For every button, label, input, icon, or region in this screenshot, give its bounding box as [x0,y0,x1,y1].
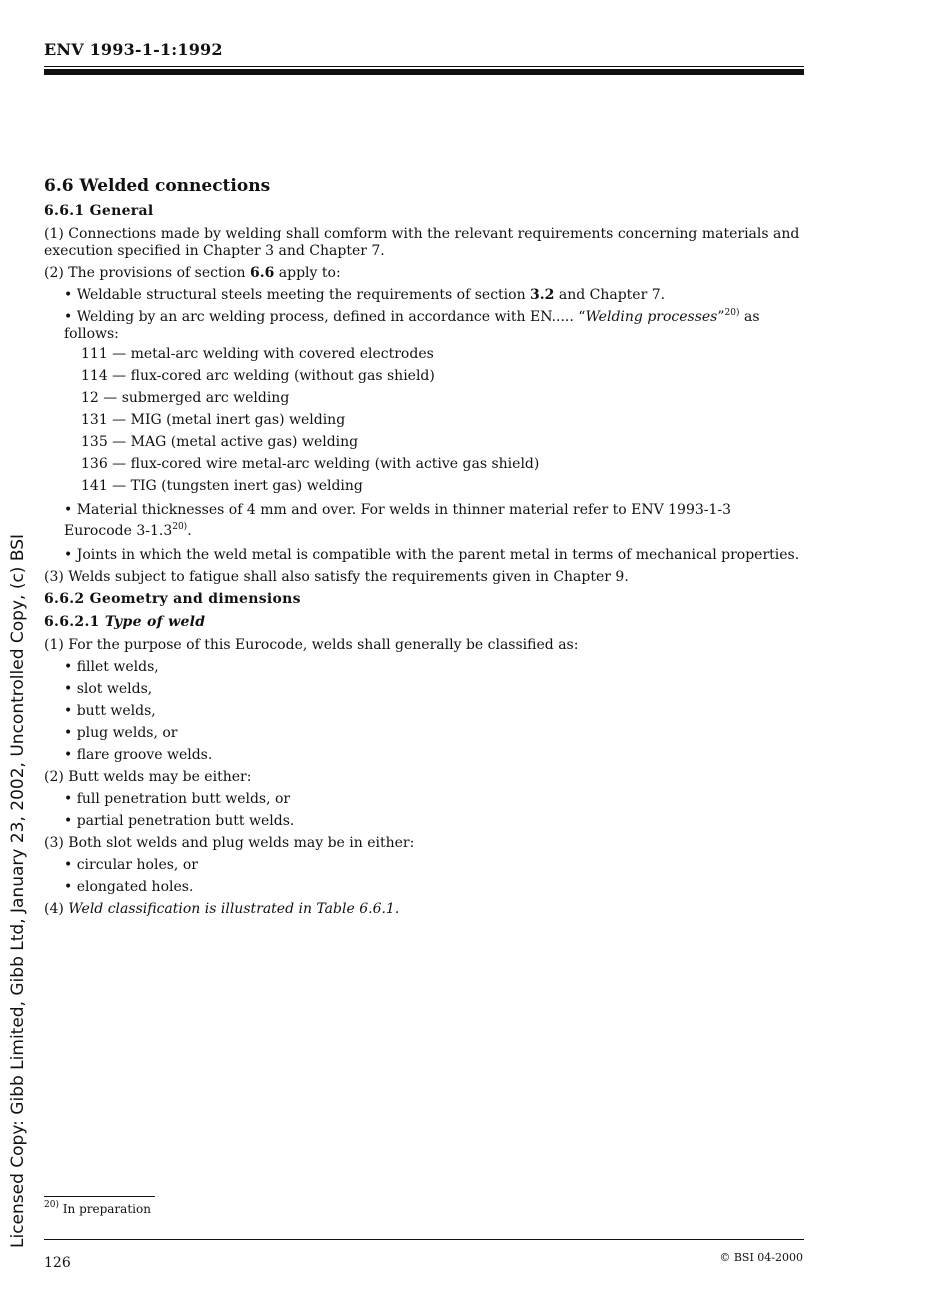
bullet-arc-welding: • Welding by an arc welding process, defined in accordance with EN..... “Welding processes”$^{20)}$ as follows: [64,308,760,342]
process-item: 136 — flux-cored wire metal-arc welding (with active gas shield) [81,456,540,472]
butt-type-item: • partial penetration butt welds. [64,813,295,829]
process-item: 12 — submerged arc welding [81,390,290,406]
page-number: 126 [44,1255,71,1271]
weld-type-item: • flare groove welds. [64,747,213,763]
process-item: 111 — metal-arc welding with covered electrodes [81,346,434,362]
geometry-paragraph-1: (1) For the purpose of this Eurocode, welds shall generally be classified as: [44,637,579,653]
section-heading: 6.6 Welded connections [44,176,271,196]
process-item: 135 — MAG (metal active gas) welding [81,434,359,450]
header-rule-thick [44,69,804,75]
footnote: $^{20)}$ In preparation [44,1200,151,1216]
paragraph-2: (2) The provisions of section 6.6 apply to: [44,265,341,281]
license-watermark: Licensed Copy: Gibb Limited, Gibb Ltd, January 23, 2002, Uncontrolled Copy, (c) BSI [8,534,28,1248]
footer-rule [44,1239,804,1240]
geometry-paragraph-4: (4) Weld classification is illustrated in Table 6.6.1. [44,901,400,917]
process-item: 141 — TIG (tungsten inert gas) welding [81,478,363,494]
subsection-heading-geometry: 6.6.2 Geometry and dimensions [44,591,301,607]
geometry-paragraph-3: (3) Both slot welds and plug welds may be in either: [44,835,415,851]
process-item: 131 — MIG (metal inert gas) welding [81,412,346,428]
process-item: 114 — flux-cored arc welding (without gas shield) [81,368,435,384]
hole-type-item: • circular holes, or [64,857,198,873]
butt-type-item: • full penetration butt welds, or [64,791,291,807]
subsubsection-heading-type-of-weld: 6.6.2.1 Type of weld [44,614,206,630]
document-header-title: ENV 1993-1-1:1992 [44,40,223,59]
paragraph-3: (3) Welds subject to fatigue shall also satisfy the requirements given in Chapter 9. [44,569,629,585]
hole-type-item: • elongated holes. [64,879,194,895]
copyright-notice: © BSI 04-2000 [719,1251,803,1264]
subsection-heading-general: 6.6.1 General [44,203,154,219]
bullet-joints: • Joints in which the weld metal is compatible with the parent metal in terms of mechanical properties. [64,547,800,563]
footnote-rule [44,1196,155,1197]
geometry-paragraph-2: (2) Butt welds may be either: [44,769,252,785]
weld-type-item: • butt welds, [64,703,156,719]
header-rule-thin [44,66,804,67]
weld-type-item: • fillet welds, [64,659,159,675]
weld-type-item: • slot welds, [64,681,153,697]
bullet-weldable-steels: • Weldable structural steels meeting the requirements of section 3.2 and Chapter 7. [64,287,666,303]
bullet-material-thickness: • Material thicknesses of 4 mm and over. For welds in thinner material refer to ENV 1993-1-3 Eurocode 3-1.3$^{20)}$. [64,502,732,539]
paragraph-1: (1) Connections made by welding shall comform with the relevant requirements concerning materials and execution specified in Chapter 3 and Chapter 7. [44,226,800,259]
weld-type-item: • plug welds, or [64,725,178,741]
page-content [44,178,814,923]
